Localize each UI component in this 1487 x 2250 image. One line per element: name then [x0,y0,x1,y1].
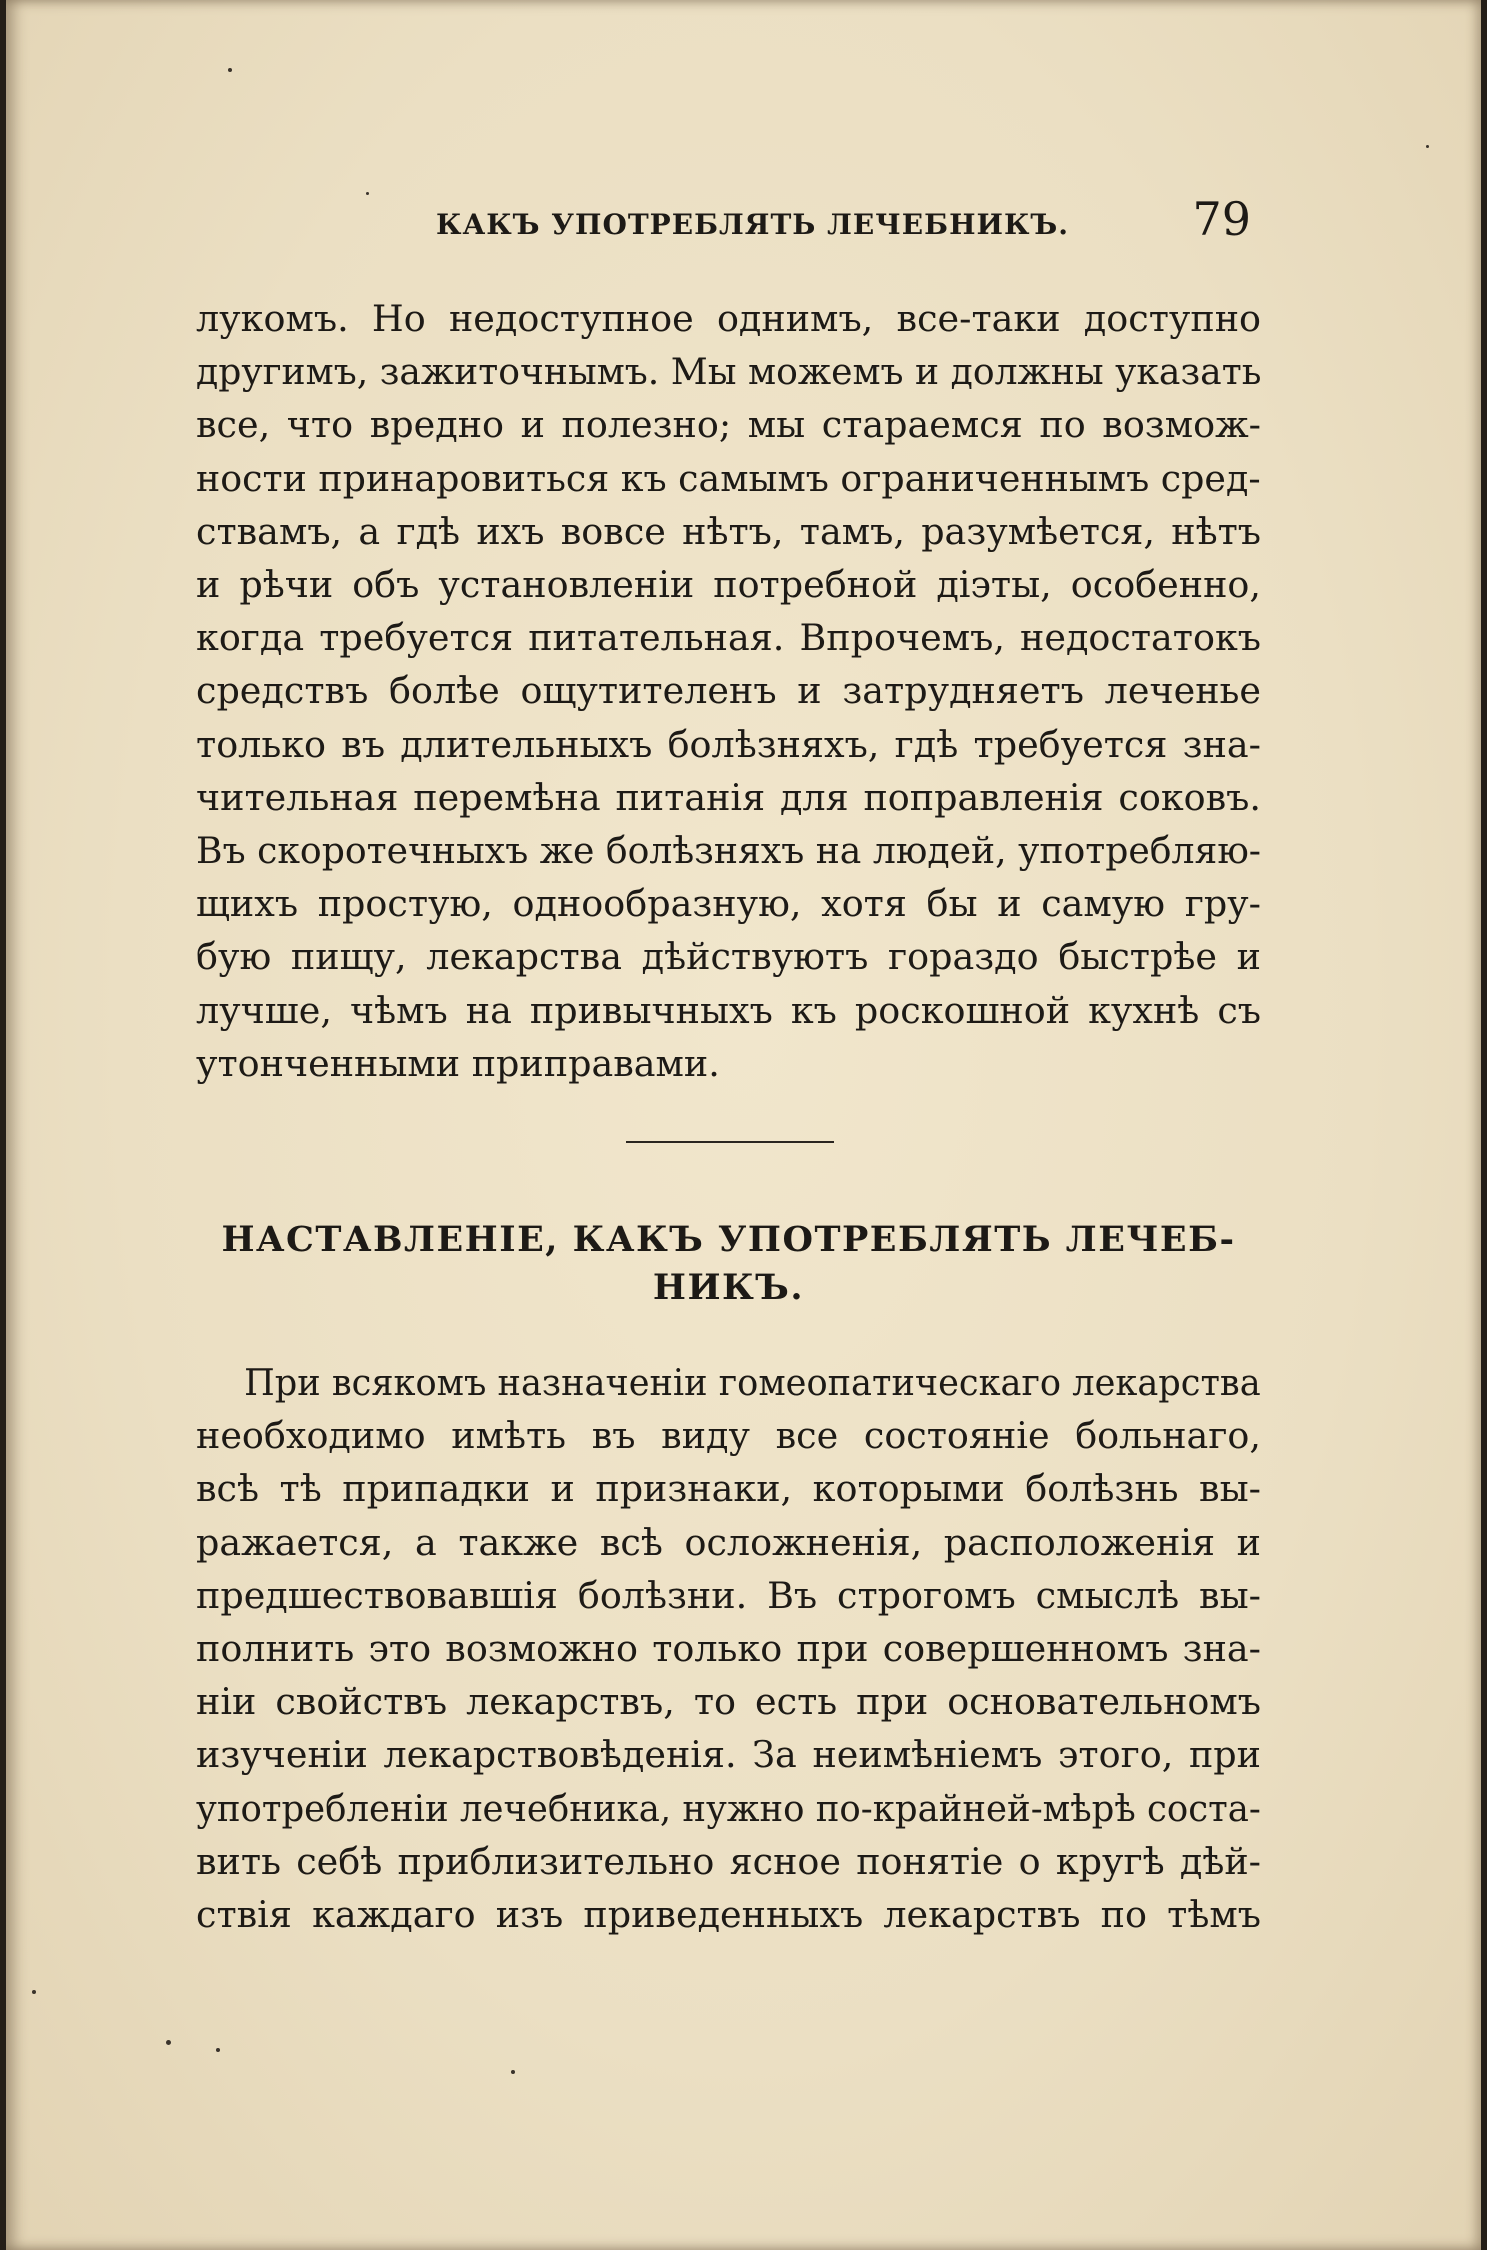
paper-speck [216,2048,220,2052]
paragraph-1 [196,292,1261,1090]
paper-speck [511,2070,515,2074]
paper-speck [32,1990,36,1994]
text-line: бую пищу, лекарства дѣйствуютъ гораздо быстрѣе и [196,935,1261,979]
paragraph-2 [196,1356,1261,1941]
text-line: чительная перемѣна питанія для поправленія соковъ. [196,775,1261,819]
section-heading [196,1216,1261,1312]
text-line: изученіи лекарствовѣденія. За неимѣніемъ этого, при [196,1733,1261,1777]
text-line: всѣ тѣ припадки и признаки, которыми болѣзнь вы- [196,1467,1261,1511]
book-page [6,0,1481,2250]
page-number: 79 [1192,192,1251,246]
text-line: Въ скоротечныхъ же болѣзняхъ на людей, употребляю- [196,829,1262,873]
running-title: КАКЪ УПОТРЕБЛЯТЬ ЛЕЧЕБНИКЪ. [436,208,1069,241]
text-line: щихъ простую, однообразную, хотя бы и самую гру- [196,882,1261,926]
text-line: другимъ, зажиточнымъ. Мы можемъ и должны указать [196,350,1262,394]
text-line: При всякомъ назначеніи гомеопатическаго лекарства [244,1361,1261,1404]
text-line: ражается, а также всѣ осложненія, расположенія и [196,1520,1261,1564]
paper-speck [366,192,369,195]
text-line: употребленіи лечебника, нужно по-крайней-мѣрѣ соста- [196,1786,1261,1830]
text-line: ствія каждаго изъ приведенныхъ лекарствъ по тѣмъ [196,1893,1261,1937]
section-separator [626,1141,834,1143]
text-line: все, что вредно и полезно; мы стараемся по возмож- [196,403,1261,447]
running-head [196,192,1271,248]
text-line: ности принаровиться къ самымъ ограниченнымъ сред- [196,456,1261,500]
text-line: ствамъ, а гдѣ ихъ вовсе нѣтъ, тамъ, разумѣется, нѣтъ [196,509,1261,553]
text-line: предшествовавшія болѣзни. Въ строгомъ смыслѣ вы- [196,1573,1261,1617]
text-line: только въ длительныхъ болѣзняхъ, гдѣ требуется зна- [196,722,1261,766]
text-line: вить себѣ приблизительно ясное понятіе о кругѣ дѣй- [196,1839,1261,1883]
text-line: необходимо имѣть въ виду все состояніе больнаго, [196,1414,1261,1458]
section-heading-line: НАСТАВЛЕНІЕ, КАКЪ УПОТРЕБЛЯТЬ ЛЕЧЕБ- [221,1219,1236,1260]
text-line: когда требуется питательная. Впрочемъ, недостатокъ [196,616,1261,660]
text-line: лукомъ. Но недоступное однимъ, все-таки доступно [196,297,1261,340]
text-line: и рѣчи объ установленіи потребной діэты, особенно, [196,563,1261,607]
paper-speck [166,2040,171,2045]
text-line: полнить это возможно только при совершенномъ зна- [196,1627,1261,1671]
paper-speck [1426,145,1429,148]
text-line: ніи свойствъ лекарствъ, то есть при основательномъ [196,1680,1261,1724]
text-line: средствъ болѣе ощутителенъ и затрудняетъ леченье [196,669,1261,713]
paper-speck [228,68,232,72]
section-heading-line: НИКЪ. [652,1267,805,1308]
text-line: утонченными приправами. [196,1041,720,1085]
text-line: лучше, чѣмъ на привычныхъ къ роскошной кухнѣ съ [196,988,1261,1032]
